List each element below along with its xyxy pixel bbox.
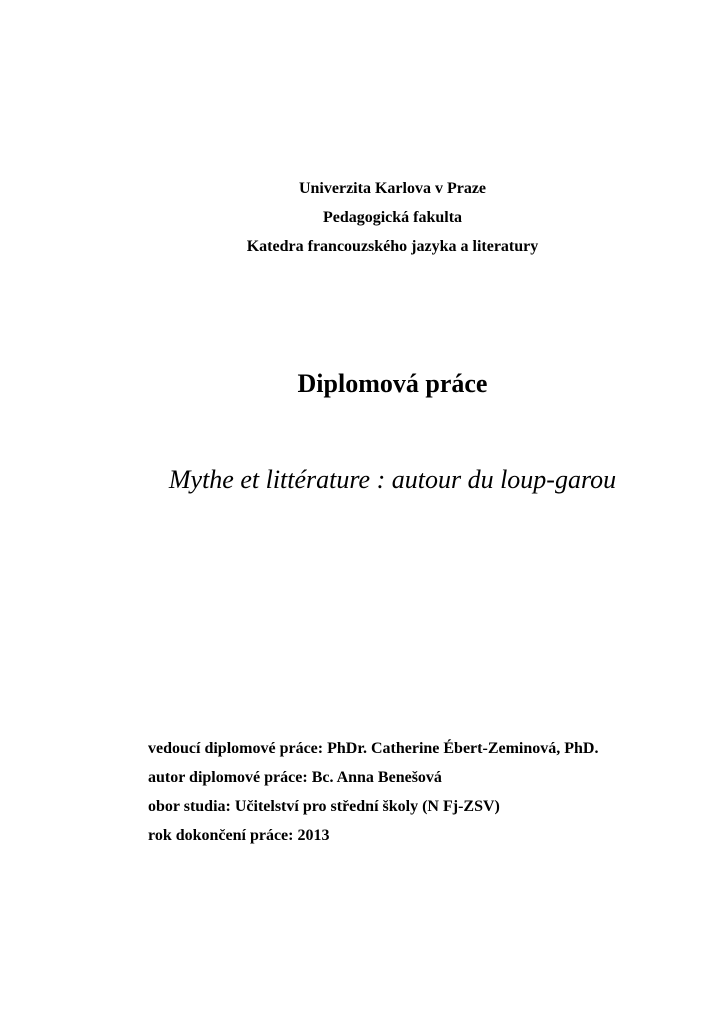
university-name: Univerzita Karlova v Praze [298, 180, 487, 197]
supervisor-line: vedoucí diplomové práce: PhDr. Catherine Ébert-Zeminová, PhD. [148, 740, 599, 757]
author-line: autor diplomové práce: Bc. Anna Benešová [148, 769, 442, 786]
faculty-name: Pedagogická fakulta [322, 209, 463, 226]
thesis-details [148, 734, 598, 850]
institution-block [0, 174, 725, 261]
thesis-title: Mythe et littérature : autour du loup-garou [168, 465, 617, 494]
department-name: Katedra francouzského jazyka a literatury [246, 238, 539, 255]
completion-year-line: rok dokončení práce: 2013 [148, 827, 330, 844]
field-of-study-line: obor studia: Učitelství pro střední školy (N Fj-ZSV) [148, 798, 500, 815]
document-type-heading: Diplomová práce [297, 369, 488, 398]
